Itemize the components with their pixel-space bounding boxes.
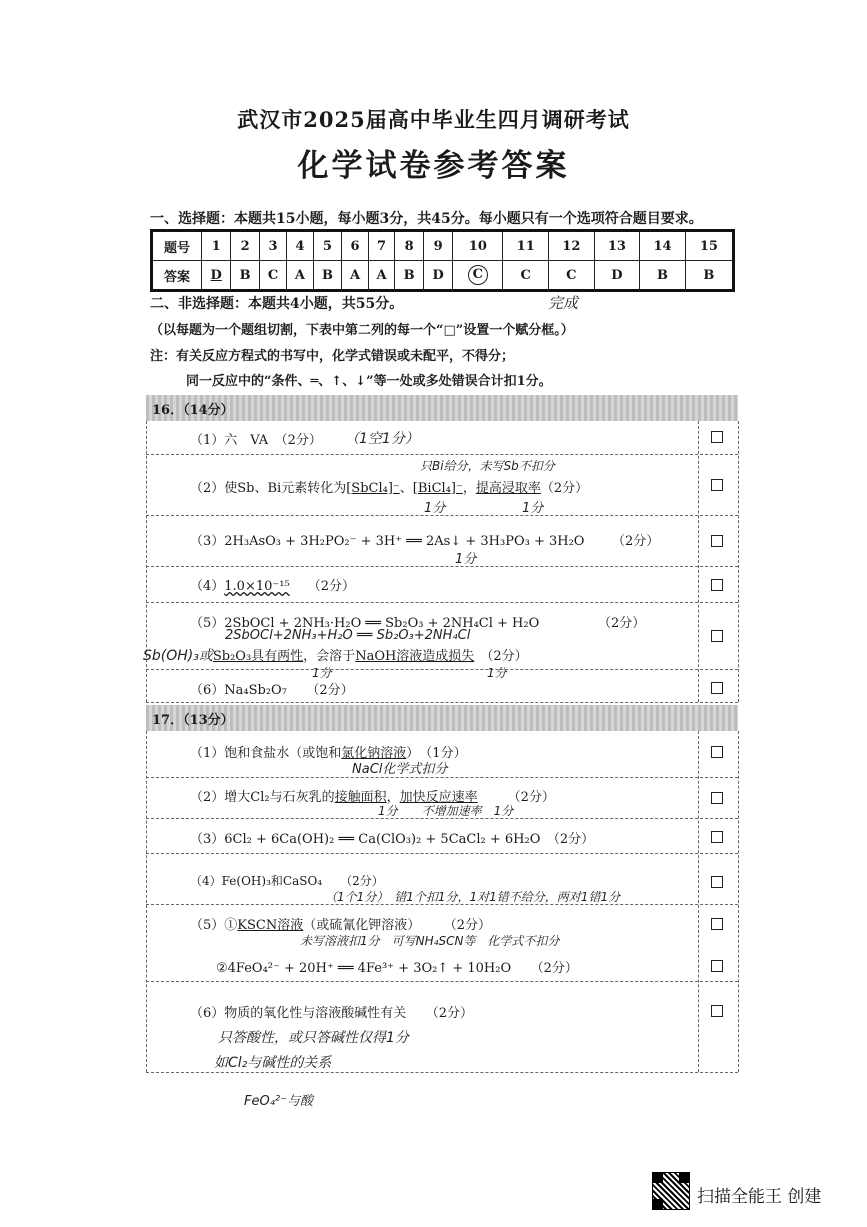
answer-key-title: 化学试卷参考答案 <box>297 148 570 184</box>
score-checkbox[interactable] <box>711 1005 723 1017</box>
score-checkbox[interactable] <box>711 535 723 547</box>
section1-heading: 一、选择题：本题共15小题，每小题3分，共45分。每小题只有一个选项符合题目要求。 <box>150 211 703 227</box>
q17-item-5b: ②4FeO₄²⁻ + 20H⁺ ══ 4Fe³⁺ + 3O₂↑ + 10H₂O （2分） <box>216 961 578 976</box>
handwritten-note: 只答酸性，或只答碱性仅得1分 <box>218 1030 409 1046</box>
score-text: （2分） <box>598 616 646 631</box>
answer-cell: A <box>342 261 369 291</box>
item-text: （或硫氰化钾溶液） <box>303 918 421 933</box>
q17-item-3: （3）6Cl₂ + 6Ca(OH)₂ ══ Ca(ClO₃)₂ + 5CaCl₂ + 6H₂O （2分） <box>190 832 595 847</box>
score-text: ） （1分） <box>406 746 467 761</box>
instruction-1: （以每题为一个题组切割，下表中第二列的每一个“□”设置一个赋分框。） <box>150 323 574 338</box>
q16-item-3: （3）2H₃AsO₃ + 3H₂PO₂⁻ + 3H⁺ ══ 2As↓ + 3H₃PO₃ + 3H₂O <box>190 534 585 549</box>
q16-item-2 <box>190 477 588 496</box>
q16-item-5-reason <box>143 645 528 665</box>
answer-cell: B <box>685 261 733 291</box>
q17-item-4: （4）Fe(OH)₃和CaSO₄ （2分） <box>190 874 384 888</box>
answer-cell: C <box>259 261 286 291</box>
question-number: 13 <box>594 231 640 261</box>
question-number: 7 <box>368 231 395 261</box>
key-term: 接触面积 <box>334 790 387 805</box>
item-text: 、 <box>399 481 413 496</box>
score-checkbox[interactable] <box>711 431 723 443</box>
score-checkbox[interactable] <box>711 792 723 804</box>
answer-cell: B <box>313 261 342 291</box>
handwritten-note: 1分 <box>424 501 446 516</box>
score-checkbox[interactable] <box>711 918 723 930</box>
handwritten-note: 1分 <box>455 552 477 567</box>
score-checkbox[interactable] <box>711 876 723 888</box>
instruction-3: 同一反应中的“条件、═、↑、↓”等一处或多处错误合计扣1分。 <box>186 374 552 389</box>
handwritten-note: NaCl化学式扣分 <box>352 762 448 777</box>
qr-code-icon <box>652 1172 690 1210</box>
answer-letter: D <box>210 267 222 283</box>
handwritten-note: 1分 <box>487 666 507 680</box>
question-number: 1 <box>202 231 231 261</box>
instruction-2: 注：有关反应方程式的书写中，化学式错误或未配平，不得分； <box>150 349 515 364</box>
answer-cell: B <box>231 261 260 291</box>
score-checkbox[interactable] <box>711 630 723 642</box>
handwritten-note: 完成 <box>548 294 579 312</box>
question-number: 4 <box>287 231 314 261</box>
q16-right-border <box>738 421 739 702</box>
row-label: 题号 <box>152 231 202 261</box>
item-text: （2）增大Cl₂与石灰乳的 <box>190 790 335 805</box>
score-text: （2分） <box>540 481 589 496</box>
answer-row <box>152 261 734 291</box>
scanner-watermark: 扫描全能王 创建 <box>697 1187 822 1207</box>
handwritten-note: （1个1分） 错1个扣1分，1对1错不给分，两对1错1分 <box>325 890 621 904</box>
score-text: （2分） <box>480 649 528 664</box>
score-checkbox[interactable] <box>711 479 723 491</box>
answer-cell: B <box>395 261 424 291</box>
item-text: （1）饱和食盐水（或饱和 <box>190 746 342 761</box>
exam-title: 武汉市2025届高中毕业生四月调研考试 <box>237 107 630 132</box>
key-term: Sb₂O₃具有两性 <box>212 649 304 664</box>
row-label: 答案 <box>152 261 202 291</box>
answer-cell: A <box>368 261 395 291</box>
question-number: 12 <box>549 231 595 261</box>
key-term: 提高浸取率 <box>475 481 541 496</box>
key-term: [BiCl₄]⁻ <box>412 481 463 496</box>
score-text: （2分） <box>307 579 355 594</box>
handwritten-note: （1空1分） <box>345 431 419 447</box>
handwritten-note: 1分 <box>522 501 544 516</box>
handwritten-note: 1分 <box>312 666 332 680</box>
handwritten-note: Sb(OH)₃或 <box>143 648 213 664</box>
handwritten-note: 未写溶液扣1分 可写NH₄SCN等 化学式不扣分 <box>300 934 560 948</box>
score-text: （2分） <box>450 918 492 933</box>
question-number: 11 <box>503 231 549 261</box>
item-text: （2）使Sb、Bi元素转化为 <box>190 481 347 496</box>
score-text: （2分） <box>612 534 660 549</box>
question-number: 14 <box>640 231 686 261</box>
key-term: 1.0×10⁻¹⁵ <box>224 579 290 594</box>
handwritten-equation: 2SbOCl+2NH₃+H₂O ══ Sb₂O₃+2NH₄Cl <box>225 628 471 643</box>
score-checkbox[interactable] <box>711 746 723 758</box>
question-number-row <box>152 231 734 261</box>
question-number: 5 <box>313 231 342 261</box>
answer-cell: C <box>503 261 549 291</box>
question-number: 3 <box>259 231 286 261</box>
handwritten-note: FeO₄²⁻与酸 <box>244 1094 313 1109</box>
q17-header-band <box>146 705 738 731</box>
score-checkbox[interactable] <box>711 579 723 591</box>
circled-answer: C <box>468 265 488 285</box>
question-number: 8 <box>395 231 424 261</box>
q17-right-border <box>738 731 739 1072</box>
question-number: 15 <box>685 231 733 261</box>
section2-heading: 二、非选择题：本题共4小题，共55分。 <box>150 296 404 312</box>
answer-table <box>150 229 735 292</box>
answer-cell <box>202 261 231 291</box>
q16-item-4 <box>190 575 355 594</box>
question-number: 6 <box>342 231 369 261</box>
score-checkbox[interactable] <box>711 682 723 694</box>
key-term: KSCN溶液 <box>237 918 304 933</box>
answer-cell: A <box>287 261 314 291</box>
handwritten-note: 1分 不增加速率 1分 <box>378 804 514 818</box>
score-checkbox[interactable] <box>711 960 723 972</box>
q17-item-6: （6）物质的氧化性与溶液酸碱性有关 （2分） <box>190 1006 474 1021</box>
answer-cell: D <box>423 261 452 291</box>
score-checkbox[interactable] <box>711 831 723 843</box>
item-text: ，会溶于 <box>303 649 356 664</box>
answer-cell: C <box>549 261 595 291</box>
q17-label: 17．（13分） <box>152 713 234 728</box>
handwritten-note: 只Bi给分，未写Sb不扣分 <box>420 459 555 473</box>
answer-cell <box>453 261 503 291</box>
item-text: （5）① <box>190 918 238 933</box>
key-term: [SbCl₄]⁻ <box>346 481 400 496</box>
q17-item-5a <box>190 914 491 933</box>
q16-item-1: （1）六 VA （2分） <box>190 433 322 448</box>
question-number: 9 <box>423 231 452 261</box>
score-text: （2分） <box>507 790 555 805</box>
question-number: 2 <box>231 231 260 261</box>
q16-label: 16．（14分） <box>152 403 234 418</box>
key-term: NaOH溶液造成损失 <box>355 649 475 664</box>
question-number: 10 <box>453 231 503 261</box>
q16-item-6: （6）Na₄Sb₂O₇ （2分） <box>190 683 354 698</box>
item-text: ， <box>462 481 476 496</box>
key-term: 氯化钠溶液 <box>341 746 407 761</box>
q16-item-5: （5）2SbOCl + 2NH₃·H₂O ══ Sb₂O₃ + 2NH₄Cl + H₂O <box>190 616 540 631</box>
answer-cell: D <box>594 261 640 291</box>
item-text: （4） <box>190 579 225 594</box>
key-term: 加快反应速率 <box>399 790 478 805</box>
answer-cell: B <box>640 261 686 291</box>
q16-header-band <box>146 395 738 421</box>
handwritten-note: 如Cl₂与碱性的关系 <box>214 1055 332 1071</box>
item-text: ， <box>386 790 400 805</box>
